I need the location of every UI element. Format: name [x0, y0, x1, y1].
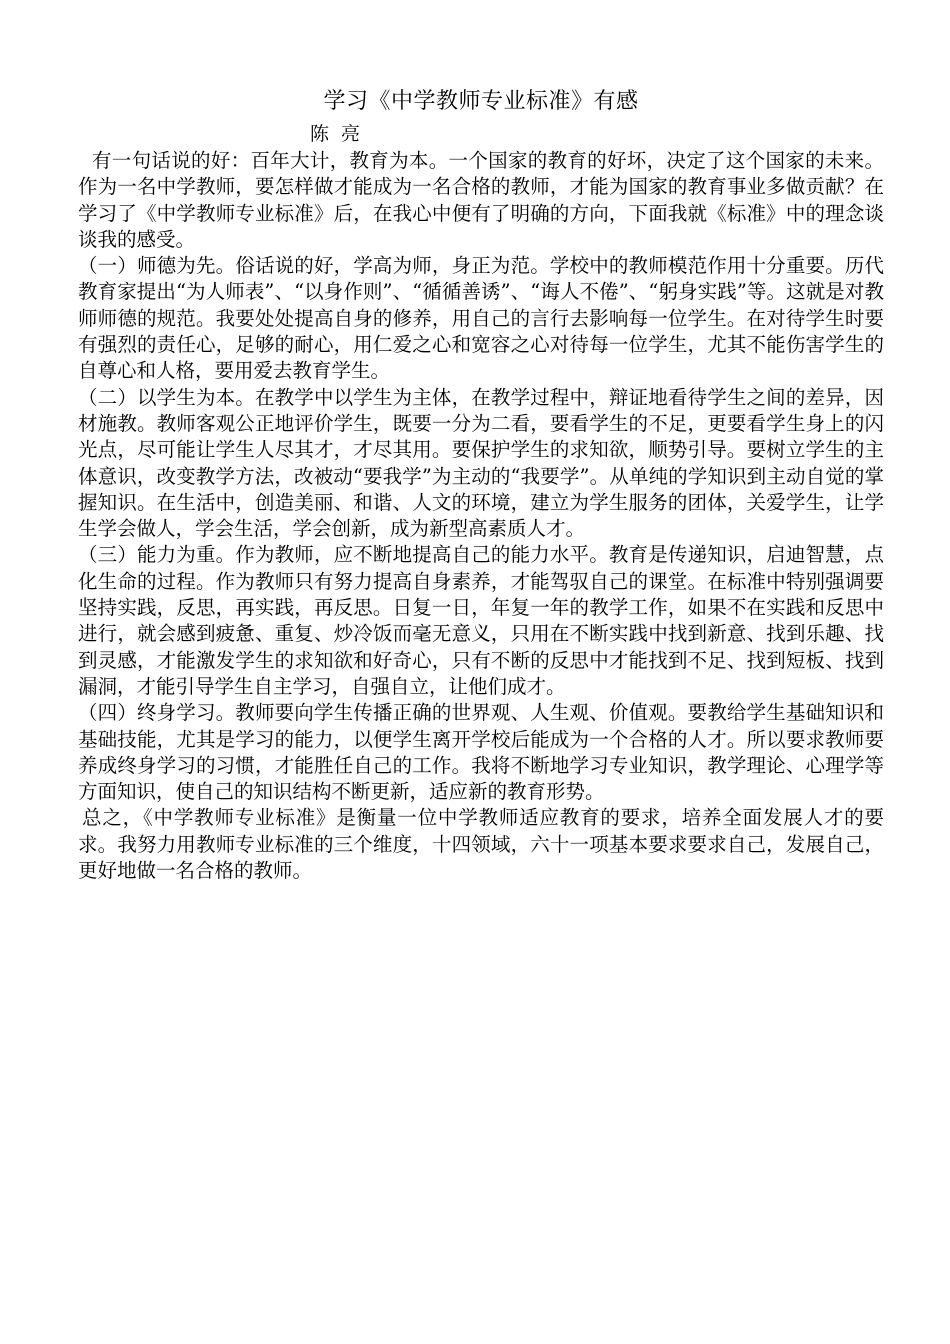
paragraph-ethics: （一）师德为先。俗话说的好，学高为师，身正为范。学校中的教师模范作用十分重要。历代教育家提出“为人师表”、“以身作则”、“循循善诱”、“诲人不倦”、“躬身实践”等。这就是对教师师德的规范。我要处处提高自身的修养，用自己的言行去影响每一位学生。在对待学生时要有强烈的责任心，足够的耐心，用仁爱之心和宽容之心对待每一位学生，尤其不能伤害学生的自尊心和人格，要用爱去教育学生。 [78, 254, 884, 383]
document-page [78, 88, 884, 884]
paragraph-conclusion: 总之，《中学教师专业标准》是衡量一位中学教师适应教育的要求，培养全面发展人才的要求。我努力用教师专业标准的三个维度，十四领域，六十一项基本要求要求自己，发展自己，更好地做一名合格的教师。 [78, 806, 884, 883]
author-name: 陈 亮 [310, 123, 364, 145]
paragraph-intro: 有一句话说的好：百年大计，教育为本。一个国家的教育的好坏，决定了这个国家的未来。作为一名中学教师，要怎样做才能成为一名合格的教师，才能为国家的教育事业多做贡献？在学习了《中学教师专业标准》后，在我心中便有了明确的方向，下面我就《标准》中的理念谈谈我的感受。 [78, 149, 884, 251]
paragraph-ability: （三）能力为重。作为教师，应不断地提高自己的能力水平。教育是传递知识，启迪智慧，点化生命的过程。作为教师只有努力提高自身素养，才能驾驭自己的课堂。在标准中特别强调要坚持实践，反思，再实践，再反思。日复一日，年复一年的教学工作，如果不在实践和反思中进行，就会感到疲惫、重复、炒冷饭而毫无意义，只用在不断实践中找到新意、找到乐趣、找到灵感，才能激发学生的求知欲和好奇心，只有不断的反思中才能找到不足、找到短板、找到漏洞，才能引导学生自主学习，自强自立，让他们成才。 [78, 543, 884, 698]
paragraph-lifelong-learning: （四）终身学习。教师要向学生传播正确的世界观、人生观、价值观。要教给学生基础知识和基础技能，尤其是学习的能力，以便学生离开学校后能成为一个合格的人才。所以要求教师要养成终身学习的习惯，才能胜任自己的工作。我将不断地学习专业知识，教学理论、心理学等方面知识，使自己的知识结构不断更新，适应新的教育形势。 [78, 701, 884, 804]
document-title: 学习《中学教师专业标准》有感 [323, 89, 639, 114]
paragraph-student-centered: （二）以学生为本。在教学中以学生为主体，在教学过程中，辩证地看待学生之间的差异，因材施教。教师客观公正地评价学生，既要一分为二看，要看学生的不足，更要看学生身上的闪光点，尽可能让学生人尽其才，才尽其用。要保护学生的求知欲，顺势引导。要树立学生的主体意识，改变教学方法，改被动“要我学”为主动的“我要学”。从单纯的学知识到主动自觉的掌握知识。在生活中，创造美丽、和谐、人文的环境，建立为学生服务的团体，关爱学生，让学生学会做人，学会生活，学会创新，成为新型高素质人才。 [78, 385, 884, 541]
